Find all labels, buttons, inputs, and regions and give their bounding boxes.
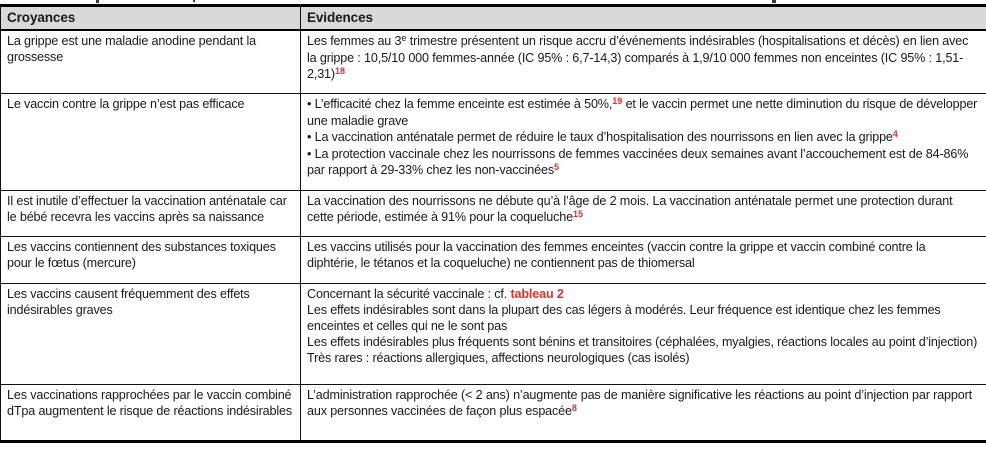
evidence-paragraph: L’administration rapprochée (< 2 ans) n’augmente pas de manière significative les réactions au point d’injection par rapport aux personnes vaccinées de façon plus espacée$^8$ bbox=[307, 387, 973, 418]
table-row bbox=[1, 283, 986, 384]
croyance-cell: Les vaccinations rapprochées par le vaccin combiné dTpa augmentent le risque de réactions indésirables bbox=[1, 384, 301, 441]
table-row bbox=[1, 190, 986, 236]
evidence-paragraph: Très rares : réactions allergiques, affections neurologiques (cas isolés) bbox=[307, 350, 690, 365]
croyance-cell: La grippe est une maladie anodine pendant la grossesse bbox=[1, 30, 301, 93]
croyance-cell: Le vaccin contre la grippe n’est pas efficace bbox=[1, 93, 301, 190]
evidence-cell bbox=[301, 190, 986, 236]
cropped-text-remnant bbox=[193, 0, 195, 2]
evidence-paragraph: Les effets indésirables plus fréquents sont bénins et transitoires (céphalées, myalgies, réactions locales au point d’injection) bbox=[307, 334, 978, 349]
cropped-text-remnant bbox=[96, 0, 99, 3]
column-header-croyances: Croyances bbox=[1, 6, 301, 31]
table-row bbox=[1, 30, 986, 93]
evidence-paragraph: La vaccination des nourrissons ne débute qu’à l’âge de 2 mois. La vaccination anténatale permet une protection durant cette période, estimée à 91% pour la coqueluche$^{15}$ bbox=[307, 193, 953, 224]
table-header-row bbox=[1, 6, 986, 31]
table-row bbox=[1, 384, 986, 441]
evidence-cell bbox=[301, 93, 986, 190]
croyance-cell: Il est inutile d’effectuer la vaccination anténatale car le bébé recevra les vaccins après sa naissance bbox=[1, 190, 301, 236]
croyance-cell: Les vaccins contiennent des substances toxiques pour le fœtus (mercure) bbox=[1, 236, 301, 283]
cropped-text-remnant bbox=[772, 0, 776, 3]
evidence-paragraph: Les vaccins utilisés pour la vaccination des femmes enceintes (vaccin contre la grippe et vaccin combiné contre la diphtérie, le tétanos et la coqueluche) ne contiennent pas de thiomersal bbox=[307, 239, 926, 270]
column-header-evidences: Evidences bbox=[301, 6, 986, 31]
table-row bbox=[1, 93, 986, 190]
evidence-cell bbox=[301, 30, 986, 93]
evidence-cell bbox=[301, 236, 986, 283]
evidence-paragraph: • La vaccination anténatale permet de réduire le taux d’hospitalisation des nourrissons en lien avec la grippe$^4$ bbox=[307, 128, 898, 144]
table-row bbox=[1, 236, 986, 283]
evidence-paragraph: Concernant la sécurité vaccinale : cf. tableau 2 bbox=[307, 286, 564, 301]
beliefs-evidence-table bbox=[0, 4, 986, 443]
evidence-cell bbox=[301, 384, 986, 441]
evidence-paragraph: • L’efficacité chez la femme enceinte est estimée à 50%,$^{19}$ et le vaccin permet une nette diminution du risque de développer une maladie grave bbox=[307, 95, 978, 128]
evidence-paragraph: • La protection vaccinale chez les nourrissons de femmes vaccinées deux semaines avant l’accouchement est de 84-86% par rapport à 29-33% chez les non-vaccinées$^5$ bbox=[307, 146, 969, 177]
evidence-paragraph: Les femmes au 3e trimestre présentent un risque accru d’événements indésirables (hospitalisations et décès) en lien avec la grippe : 10,5/10 000 femmes-année (IC 95% : 6,7-14,3) comparés à 1,9/10 000 femmes non enceintes (IC 95% : 1,51-2,31)$^{18}$ bbox=[307, 33, 969, 81]
evidence-cell bbox=[301, 283, 986, 384]
croyance-cell: Les vaccins causent fréquemment des effets indésirables graves bbox=[1, 283, 301, 384]
evidence-paragraph: Les effets indésirables sont dans la plupart des cas légers à modérés. Leur fréquence est identique chez les femmes enceintes et celles qui ne le sont pas bbox=[307, 302, 941, 333]
